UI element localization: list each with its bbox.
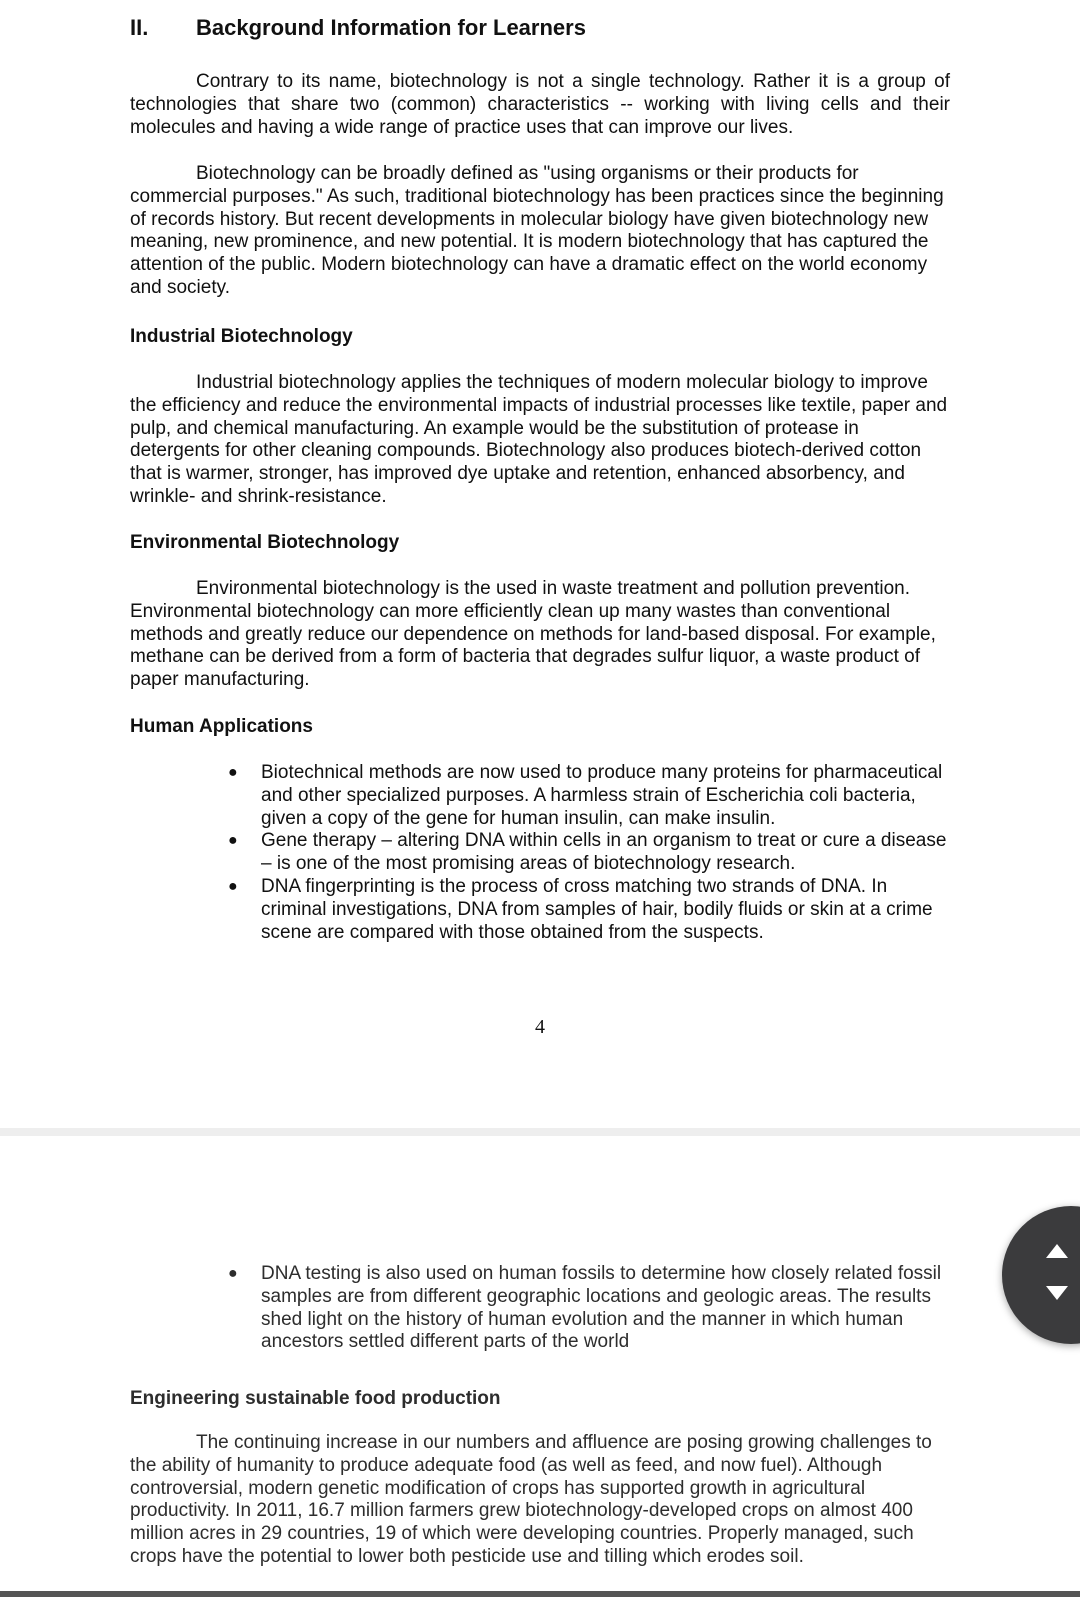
paragraph-text: Contrary to its name, biotechnology is not a single technology. Rather it is a group of technologies that share two (common) characteristics -- working with living cells and their molecules and having a wide range of practice uses that can improve our lives.	[130, 71, 950, 138]
food-paragraph	[130, 1432, 950, 1569]
section-heading	[130, 15, 586, 41]
previous-page-button[interactable]	[1002, 1232, 1080, 1272]
list-item	[130, 762, 950, 830]
list-item	[130, 876, 950, 944]
human-heading: Human Applications	[130, 716, 313, 737]
triangle-down-icon	[1046, 1286, 1068, 1300]
human-bullet-list	[130, 762, 950, 944]
document-page-2	[0, 1136, 1080, 1591]
food-heading: Engineering sustainable food production	[130, 1388, 501, 1409]
page-number: 4	[535, 1016, 545, 1038]
industrial-heading-block	[130, 326, 950, 349]
environmental-paragraph	[130, 578, 950, 692]
list-item-text: DNA fingerprinting is the process of cross matching two strands of DNA. In criminal investigations, DNA from samples of hair, bodily fluids or skin at a crime scene are compared with those obtained from the suspects.	[261, 875, 933, 943]
environmental-heading-block	[130, 532, 950, 555]
environmental-heading: Environmental Biotechnology	[130, 532, 400, 553]
bullet-icon: ●	[228, 877, 238, 895]
bullet-icon: ●	[228, 1265, 238, 1282]
list-item-text: Gene therapy – altering DNA within cells in an organism to treat or cure a disease – is one of the most promising areas of biotechnology research.	[261, 830, 947, 875]
list-item-text: DNA testing is also used on human fossils to determine how closely related fossil samples are from different geographic locations and geologic areas. The results shed light on the history of human evolution and the manner in which human ancestors settled different parts of the world	[261, 1263, 942, 1353]
continued-bullet-list	[130, 1263, 950, 1354]
paragraph-text: Industrial biotechnology applies the techniques of modern molecular biology to improve the efficiency and reduce the environmental impacts of industrial processes like textile, paper and pulp, and chemical manufacturing. An example would be the substitution of protease in detergents for other cleaning compounds. Biotechnology also produces biotech-derived cotton that is warmer, stronger, has improved dye uptake and retention, enhanced absorbency, and wrinkle- and shrink-resistance.	[130, 372, 948, 507]
bullet-icon: ●	[228, 832, 238, 850]
industrial-heading: Industrial Biotechnology	[130, 326, 353, 347]
paragraph-text: Biotechnology can be broadly defined as "using organisms or their products for commercial purposes." As such, traditional biotechnology has been practices since the beginning of records history. But recent developments in molecular biology have given biotechnology new meaning, new prominence, and new potential. It is modern biotechnology that has captured the attention of the public. Modern biotechnology can have a dramatic effect on the world economy and society.	[130, 163, 944, 298]
food-heading-block	[130, 1388, 950, 1411]
intro-paragraph-2	[130, 163, 950, 300]
list-item	[130, 830, 950, 876]
bullet-icon: ●	[228, 764, 238, 781]
list-item-text: Biotechnical methods are now used to produce many proteins for pharmaceutical and other specialized purposes. A harmless strain of Escherichia coli bacteria, given a copy of the gene for human insulin, can make insulin.	[261, 762, 943, 829]
paragraph-text: The continuing increase in our numbers and affluence are posing growing challenges to the ability of humanity to produce adequate food (as well as feed, and now fuel). Although controversial, modern genetic modification of crops has supported growth in agricultural productivity. In 2011, 16.7 million farmers grew biotechnology-developed crops on almost 400 million acres in 29 countries, 19 of which were developing countries. Properly managed, such crops have the potential to lower both pesticide use and tilling which erodes soil.	[130, 1432, 932, 1567]
list-item	[130, 1263, 950, 1354]
intro-paragraph-1	[130, 71, 950, 139]
triangle-up-icon	[1046, 1244, 1068, 1258]
page-separator	[0, 1128, 1080, 1136]
bottom-edge-bar	[0, 1591, 1080, 1597]
section-number: II.	[130, 15, 149, 40]
human-heading-block	[130, 716, 950, 739]
next-page-button[interactable]	[1002, 1274, 1080, 1314]
industrial-paragraph	[130, 372, 950, 509]
paragraph-text: Environmental biotechnology is the used in waste treatment and pollution prevention. Environmental biotechnology can more efficiently clean up many wastes than conventional methods and greatly reduce our dependence on methods for land-based disposal. For example, methane can be derived from a form of bacteria that degrades sulfur liquor, a waste product of paper manufacturing.	[130, 578, 936, 691]
section-title: Background Information for Learners	[196, 15, 586, 40]
